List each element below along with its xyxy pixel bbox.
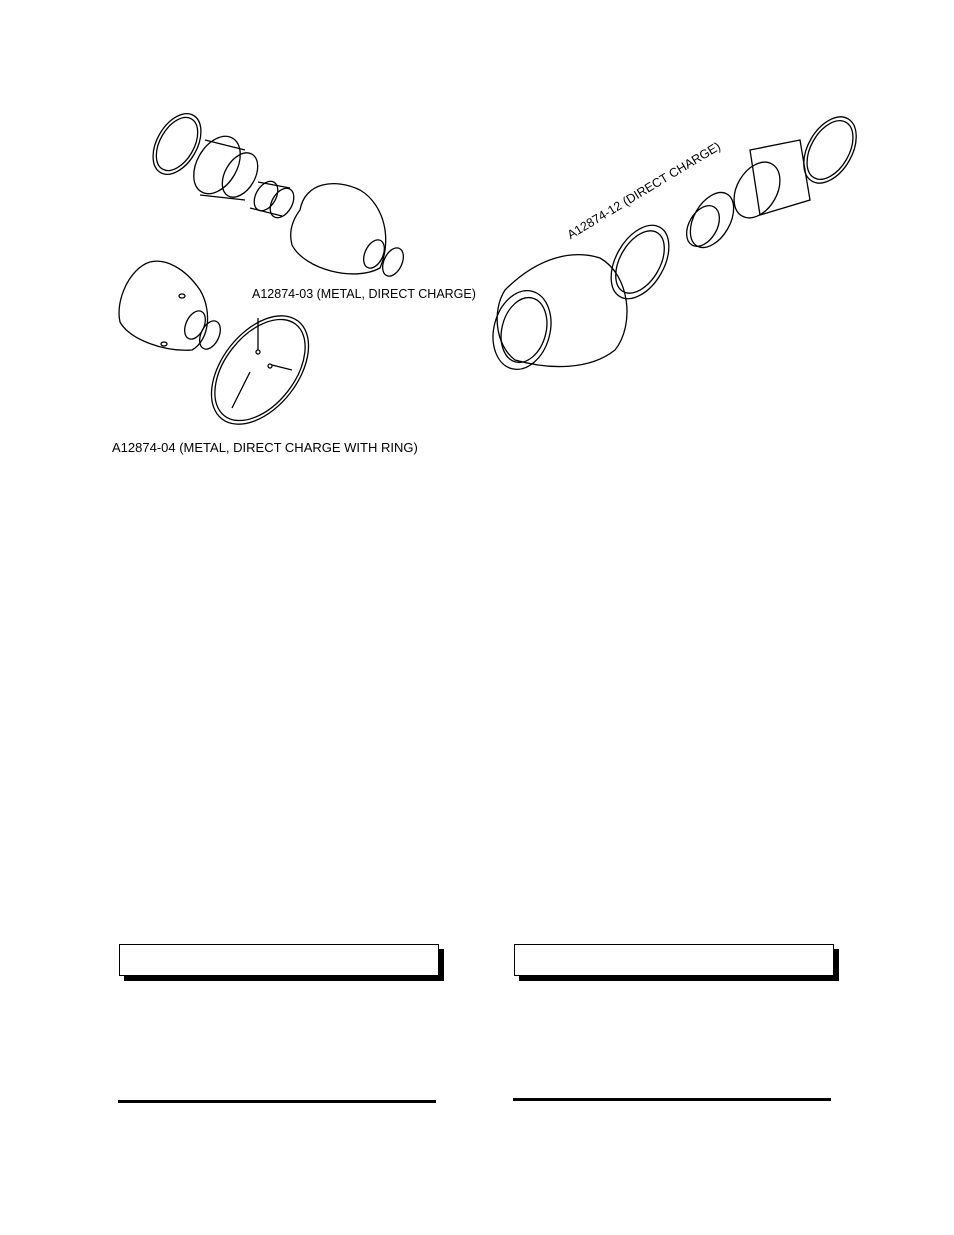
part-label-a12874-12: A12874-12 (DIRECT CHARGE) bbox=[564, 139, 724, 242]
assembly-12 bbox=[485, 108, 867, 376]
part-label-a12874-04: A12874-04 (METAL, DIRECT CHARGE WITH RING) bbox=[112, 440, 418, 455]
left-panel-title-box bbox=[119, 944, 439, 976]
right-panel-title-box bbox=[514, 944, 834, 976]
part-label-a12874-03: A12874-03 (METAL, DIRECT CHARGE) bbox=[252, 287, 476, 301]
assembly-03 bbox=[143, 105, 407, 279]
right-divider-rule bbox=[513, 1098, 831, 1101]
left-divider-rule bbox=[118, 1100, 436, 1103]
